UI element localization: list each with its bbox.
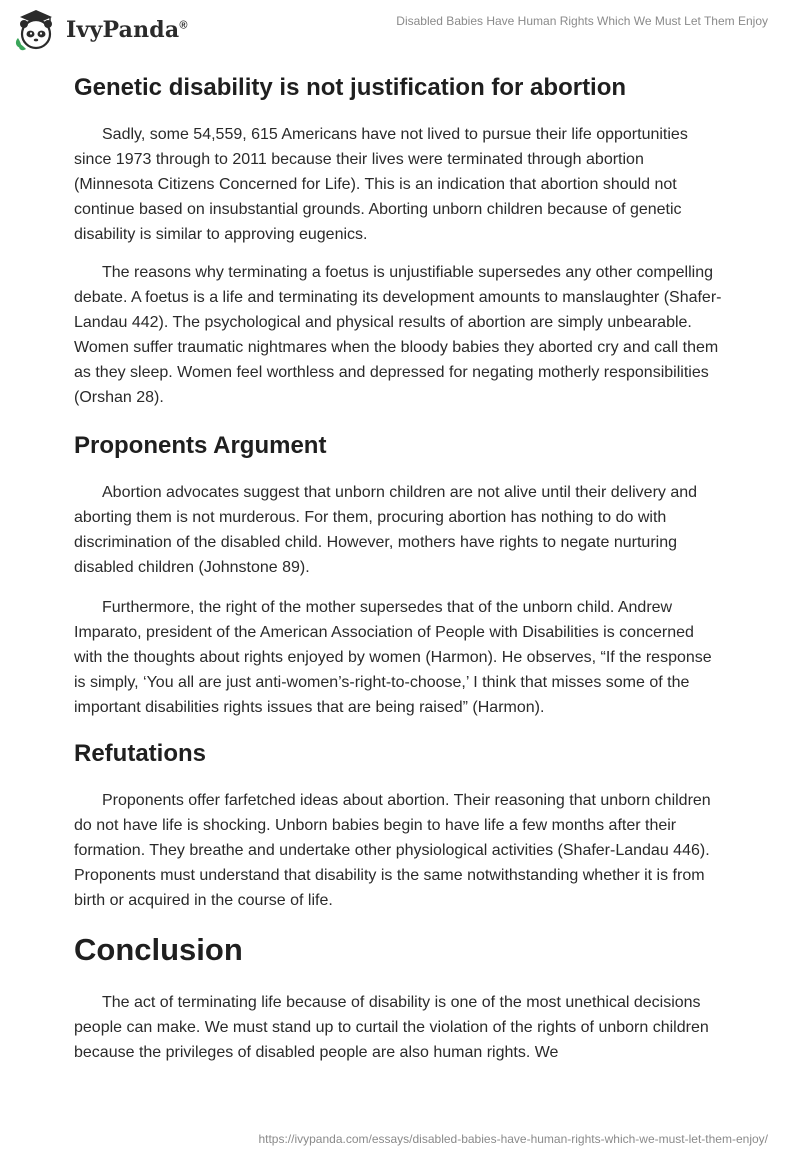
section-heading: Refutations (74, 740, 206, 767)
section-refutations (74, 736, 724, 772)
brand-text: IvyPanda (66, 17, 180, 43)
paragraph-block (74, 990, 724, 1065)
paragraph: The act of terminating life because of disability is one of the most unethical decisions people can make. We must stand up to curtail the violation of the rights of unborn children because the privileges of disabled people are also human rights. We (74, 994, 709, 1061)
section-heading: Conclusion (74, 932, 243, 967)
paragraph-block (74, 595, 724, 720)
section-heading: Proponents Argument (74, 432, 327, 459)
ivypanda-logo[interactable] (12, 8, 188, 52)
paragraph: Sadly, some 54,559, 615 Americans have not lived to pursue their life opportunities since 1973 through to 2011 because their lives were terminated through abortion (Minnesota Citizens Concerned for Life). This is an indication that abortion should not continue based on insubstantial grounds. Aborting unborn children because of genetic disability is similar to approving eugenics. (74, 126, 688, 243)
paragraph: Furthermore, the right of the mother supersedes that of the unborn child. Andrew Imparato, president of the American Association of People with Disabilities is concerned with the thoughts about rights enjoyed by women (Harmon). He observes, “If the response is simply, ‘You all are just anti-women’s-right-to-choose,’ I think that misses some of the important disabilities rights issues that are being raised” (Harmon). (74, 599, 712, 716)
paragraph-block (74, 122, 724, 247)
paragraph: The reasons why terminating a foetus is unjustifiable supersedes any other compelling debate. A foetus is a life and terminating its development amounts to manslaughter (Shafer-Landau 442). The psychological and physical results of abortion are simply unbearable. Women suffer traumatic nightmares when the bloody babies they aborted cry and call them as they sleep. Women feel worthless and depressed for negating motherly responsibilities (Orshan 28). (74, 264, 722, 406)
page-header (0, 0, 800, 60)
section-conclusion (74, 928, 724, 972)
paragraph-block (74, 788, 724, 913)
paragraph-block (74, 260, 724, 410)
section-proponents (74, 428, 724, 464)
brand-name (66, 17, 188, 43)
paragraph-block (74, 480, 724, 580)
section-genetic (74, 70, 724, 106)
section-heading: Genetic disability is not justification for abortion (74, 74, 627, 101)
document-title: Disabled Babies Have Human Rights Which We Must Let Them Enjoy (396, 14, 768, 28)
panda-icon (12, 8, 60, 52)
source-url[interactable]: https://ivypanda.com/essays/disabled-babies-have-human-rights-which-we-must-let-them-enjoy/ (258, 1132, 768, 1146)
paragraph: Abortion advocates suggest that unborn children are not alive until their delivery and aborting them is not murderous. For them, procuring abortion has nothing to do with discrimination of the disabled child. However, mothers have rights to negate nurturing disabled children (Johnstone 89). (74, 484, 698, 576)
registered-mark: ® (179, 19, 188, 32)
paragraph: Proponents offer farfetched ideas about abortion. Their reasoning that unborn children do not have life is shocking. Unborn babies begin to have life a few months after their formation. They breathe and undertake other physiological activities (Shafer-Landau 446). Proponents must understand that disability is the same notwithstanding whether it is from birth or acquired in the course of life. (74, 792, 711, 909)
